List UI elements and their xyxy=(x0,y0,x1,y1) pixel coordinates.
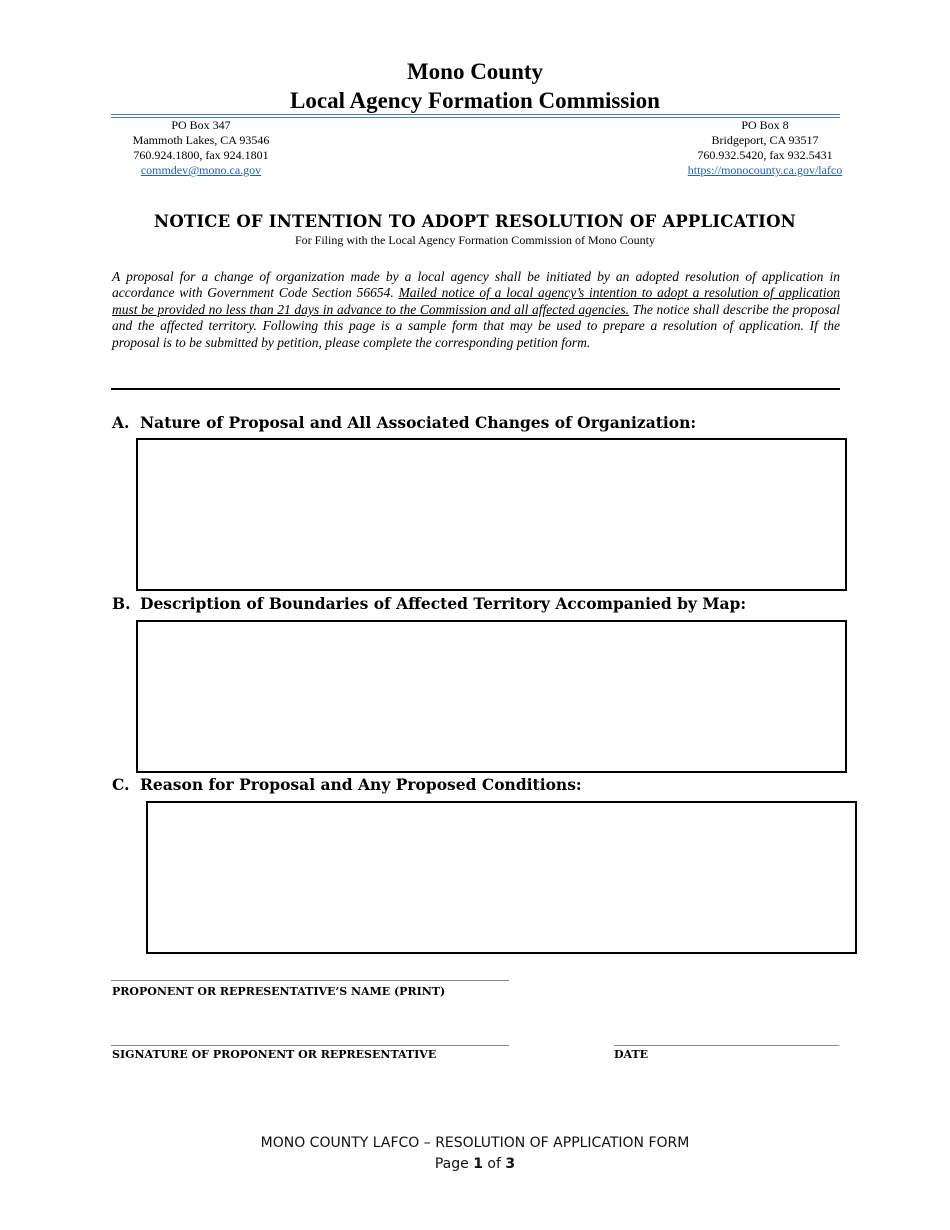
section-b-heading xyxy=(112,594,746,613)
intro-text-part1: A proposal for a change of organization made by a local agency shall be initiated by an adopted resolution of application in accordance with Government Code Section 56654. xyxy=(112,269,840,301)
footer-form-name: MONO COUNTY LAFCO – RESOLUTION OF APPLICATION FORM xyxy=(260,1135,690,1151)
footer-page-of: of xyxy=(487,1156,501,1172)
notice-title: NOTICE OF INTENTION TO ADOPT RESOLUTION OF APPLICATION xyxy=(154,212,796,231)
footer-page-number xyxy=(0,1154,950,1175)
section-divider xyxy=(111,388,840,390)
email-link[interactable]: commdev@mono.ca.gov xyxy=(140,163,262,177)
address-left-city: Mammoth Lakes, CA 93546 xyxy=(132,133,270,147)
address-left-phone: 760.924.1800, fax 924.1801 xyxy=(133,148,269,162)
section-b-label: Description of Boundaries of Affected Territory Accompanied by Map: xyxy=(140,594,747,613)
section-c-letter: C. xyxy=(112,775,130,794)
intro-paragraph xyxy=(112,269,840,351)
reason-for-proposal-value xyxy=(148,803,855,815)
section-a-label: Nature of Proposal and All Associated Changes of Organization: xyxy=(140,413,697,432)
address-right-phone: 760.932.5420, fax 932.5431 xyxy=(697,148,833,162)
section-a-heading xyxy=(112,413,696,432)
signature-line[interactable] xyxy=(111,1045,509,1046)
date-caption: DATE xyxy=(614,1048,649,1061)
reason-for-proposal-field[interactable] xyxy=(146,801,857,954)
address-block-right xyxy=(670,118,860,178)
intro-text-part3: The notice shall describe the proposal and the affected territory. Following this page is a sample form that may be used to prepare a resolution of application. If the proposal is to be submitted by petition, please complete the corresponding petition form. xyxy=(112,301,841,350)
footer-page-word: Page xyxy=(434,1156,469,1172)
signature-caption: SIGNATURE OF PROPONENT OR REPRESENTATIVE xyxy=(112,1048,437,1061)
boundaries-description-value xyxy=(138,622,845,634)
letterhead-rule-top xyxy=(111,114,840,115)
section-a-letter: A. xyxy=(112,413,130,432)
section-c-heading xyxy=(112,775,582,794)
proposal-nature-value xyxy=(138,440,845,452)
address-right-city: Bridgeport, CA 93517 xyxy=(711,133,819,147)
address-block-left xyxy=(111,118,291,178)
proposal-nature-field[interactable] xyxy=(136,438,847,591)
county-name: Mono County xyxy=(406,59,544,84)
proponent-name-line[interactable] xyxy=(111,980,509,981)
date-line[interactable] xyxy=(614,1045,839,1046)
page-footer xyxy=(0,1133,950,1175)
footer-page-total: 3 xyxy=(505,1156,516,1172)
notice-subtitle: For Filing with the Local Agency Formation Commission of Mono County xyxy=(295,233,655,247)
letterhead-title xyxy=(0,57,950,115)
website-link[interactable]: https://monocounty.ca.gov/lafco xyxy=(687,163,843,177)
address-left-pobox: PO Box 347 xyxy=(171,118,231,132)
boundaries-description-field[interactable] xyxy=(136,620,847,773)
section-c-label: Reason for Proposal and Any Proposed Conditions: xyxy=(140,775,582,794)
footer-page-current: 1 xyxy=(473,1156,483,1172)
section-b-letter: B. xyxy=(112,594,131,613)
address-right-pobox: PO Box 8 xyxy=(741,118,789,132)
proponent-name-caption: PROPONENT OR REPRESENTATIVE’S NAME (PRINT) xyxy=(112,985,446,998)
intro-text-notice-requirement: Mailed notice of a local agency’s intention to adopt a resolution of application must be provided no less than 21 days in advance to the Commission and all affected agencies. xyxy=(112,285,840,317)
commission-name: Local Agency Formation Commission xyxy=(290,88,660,113)
